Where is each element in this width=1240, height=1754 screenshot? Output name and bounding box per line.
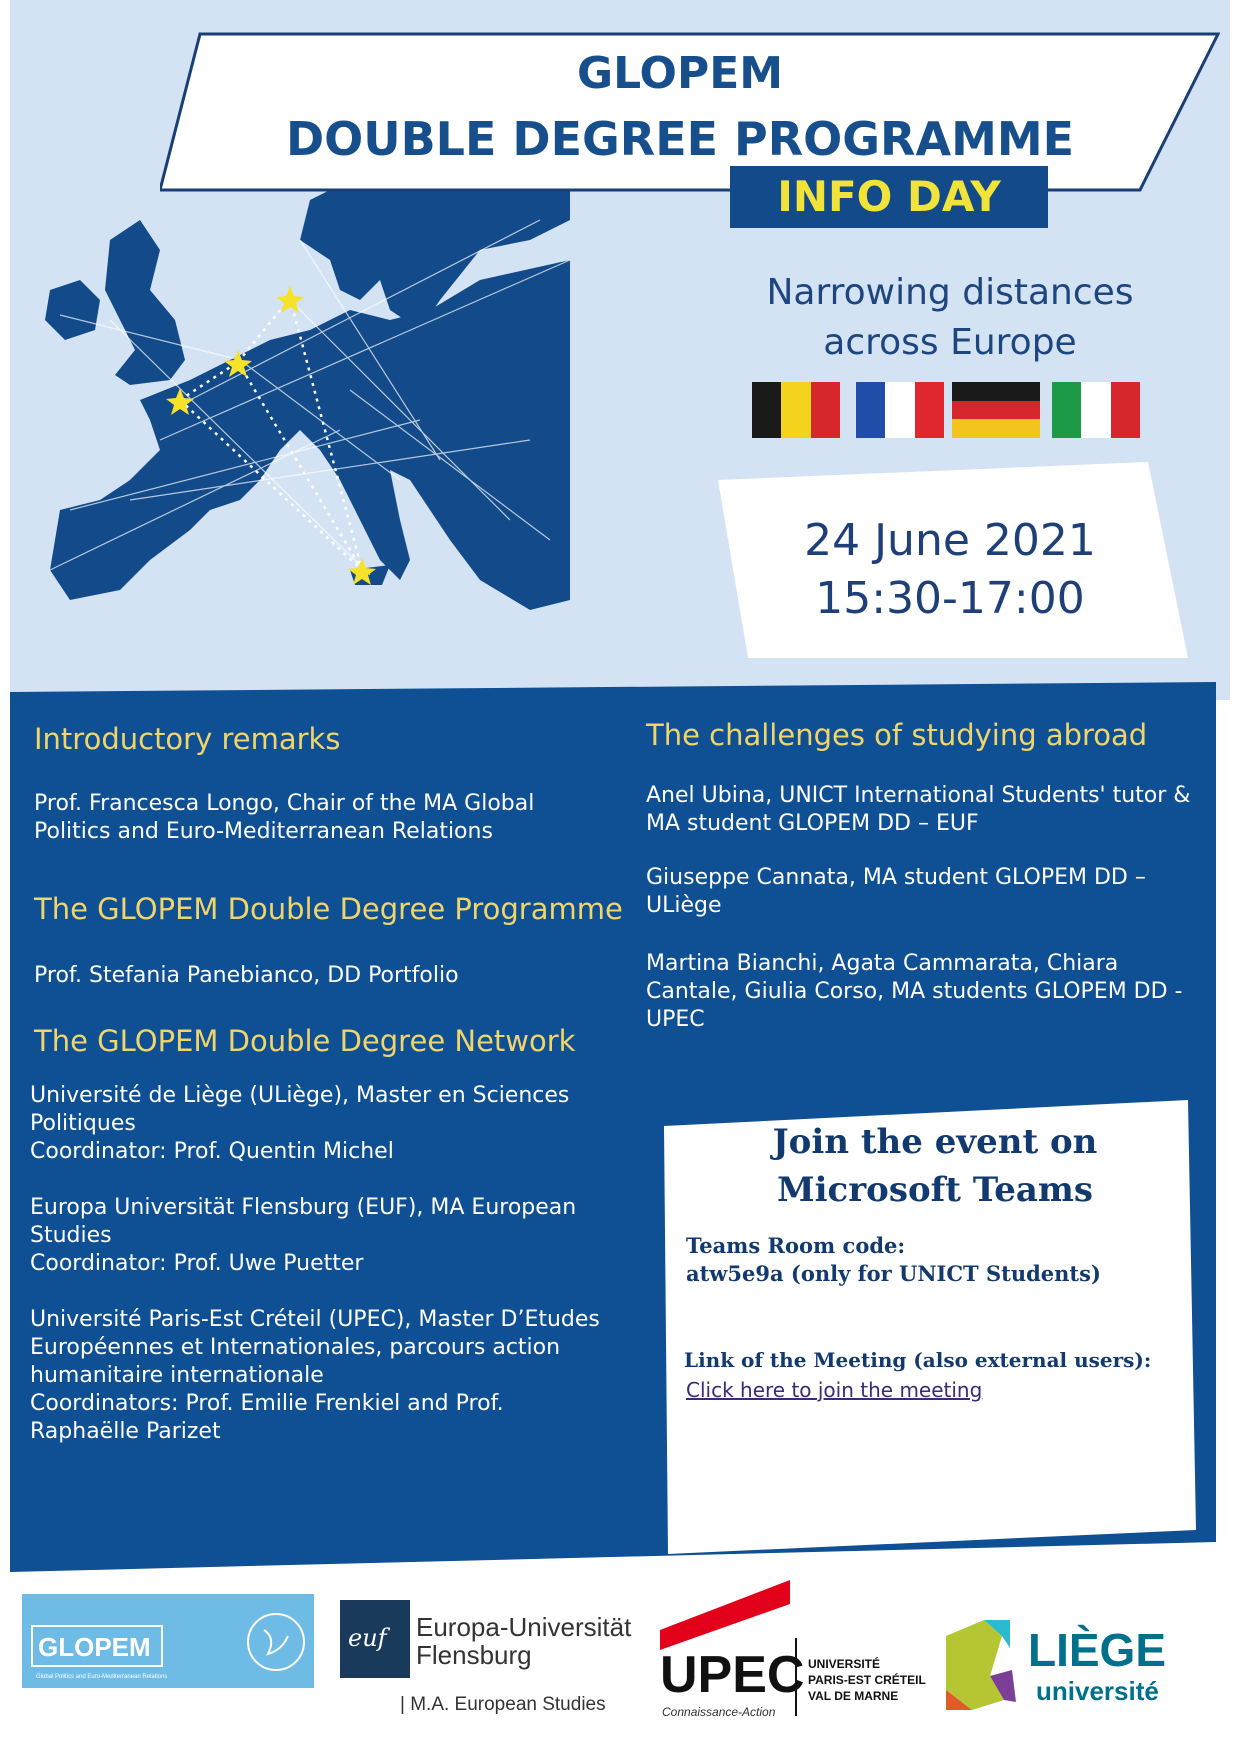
teams-code-value: atw5e9a (only for UNICT Students) <box>686 1261 1101 1286</box>
upec-line-univ: UNIVERSITÉ <box>808 1657 881 1671</box>
upec-line-5: Raphaëlle Parizet <box>30 1419 221 1444</box>
liege-universite-text: université <box>1036 1676 1159 1706</box>
upec-line-4: Coordinators: Prof. Emilie Frenkiel and Prof. <box>30 1391 504 1416</box>
intro-line-1: Prof. Francesca Longo, Chair of the MA Global <box>34 791 535 816</box>
title-line-2: DOUBLE DEGREE PROGRAMME <box>285 112 1075 166</box>
upec-line-1: Université Paris-Est Créteil (UPEC), Master D’Etudes <box>30 1307 600 1332</box>
euf-line-3: Coordinator: Prof. Uwe Puetter <box>30 1251 364 1276</box>
flag-france <box>856 382 944 438</box>
uliege-line-2: Politiques <box>30 1111 136 1136</box>
glopem-tagline: Global Politics and Euro-Mediterranean Relations <box>36 1674 168 1680</box>
liege-logo-text: LIÈGE <box>1028 1624 1167 1676</box>
info-day-badge: INFO DAY <box>730 166 1048 228</box>
speaker-1-line-2: MA student GLOPEM DD – EUF <box>646 811 979 836</box>
teams-title-line-1: Join the event on <box>772 1122 1098 1162</box>
speaker-3-line-2: Cantale, Giulia Corso, MA students GLOPEM DD - <box>646 979 1183 1004</box>
teams-link-label: Link of the Meeting (also external users): <box>684 1348 1152 1372</box>
speaker-2-line-2: ULiège <box>646 893 722 918</box>
network-euf <box>30 1194 620 1278</box>
euf-line-1: Europa Universität Flensburg (EUF), MA European <box>30 1195 577 1220</box>
network-uliege <box>30 1082 620 1166</box>
challenges-speaker-3 <box>646 950 1206 1034</box>
programme-speaker: Prof. Stefania Panebianco, DD Portfolio <box>34 963 459 988</box>
title-line-1: GLOPEM <box>576 48 784 99</box>
upec-logo-text: UPEC <box>660 1646 805 1704</box>
map-great-britain <box>105 220 185 385</box>
euf-name-line-2: Flensburg <box>416 1640 532 1670</box>
speaker-2-line-1: Giuseppe Cannata, MA student GLOPEM DD – <box>646 865 1146 890</box>
event-datetime <box>730 512 1170 628</box>
upec-line-creteil: PARIS-EST CRÉTEIL <box>808 1673 926 1687</box>
speaker-1-line-1: Anel Ubina, UNICT International Students' tutor & <box>646 783 1191 808</box>
upec-line-3: humanitaire internationale <box>30 1363 324 1388</box>
intro-speaker <box>34 790 614 846</box>
uliege-line-1: Université de Liège (ULiège), Master en Sciences <box>30 1083 570 1108</box>
flag-belgium <box>752 382 840 438</box>
uliege-line-3: Coordinator: Prof. Quentin Michel <box>30 1139 394 1164</box>
upec-logo <box>660 1580 926 1719</box>
subtitle-line-1: Narrowing distances <box>766 272 1134 313</box>
flag-germany <box>952 382 1040 438</box>
subtitle-line-2: across Europe <box>823 322 1077 363</box>
heading-challenges: The challenges of studying abroad <box>646 718 1148 752</box>
heading-programme: The GLOPEM Double Degree Programme <box>34 892 623 926</box>
euf-name-line-1: Europa-Universität <box>416 1612 632 1642</box>
glopem-logo-text: GLOPEM <box>38 1632 151 1662</box>
event-time: 15:30-17:00 <box>815 573 1085 624</box>
challenges-speaker-1 <box>646 782 1206 838</box>
map-ireland <box>45 280 100 340</box>
teams-title-line-2: Microsoft Teams <box>776 1170 1093 1210</box>
heading-introductory-remarks: Introductory remarks <box>34 722 341 756</box>
upec-slogan: Connaissance-Action <box>662 1705 776 1719</box>
heading-network: The GLOPEM Double Degree Network <box>34 1024 576 1058</box>
euf-ma-european-studies: | M.A. European Studies <box>400 1694 606 1715</box>
upec-line-marne: VAL DE MARNE <box>808 1689 899 1703</box>
euf-line-2: Studies <box>30 1223 112 1248</box>
flag-italy <box>1052 382 1140 438</box>
europe-map <box>10 180 630 660</box>
euf-mark: euf <box>348 1624 387 1652</box>
upec-line-2: Européennes et Internationales, parcours action <box>30 1335 561 1360</box>
subtitle <box>720 268 1180 368</box>
challenges-speaker-2 <box>646 864 1206 920</box>
join-meeting-link[interactable]: Click here to join the meeting <box>686 1378 983 1402</box>
glopem-logo <box>22 1594 314 1688</box>
logos-footer <box>0 1580 1240 1754</box>
speaker-3-line-3: UPEC <box>646 1007 705 1032</box>
speaker-3-line-1: Martina Bianchi, Agata Cammarata, Chiara <box>646 951 1119 976</box>
star-flensburg <box>276 286 304 313</box>
network-upec <box>30 1306 620 1446</box>
teams-title <box>690 1118 1180 1214</box>
euf-logo <box>340 1600 632 1715</box>
event-date: 24 June 2021 <box>804 515 1096 566</box>
intro-line-2: Politics and Euro-Mediterranean Relations <box>34 819 493 844</box>
teams-code-label: Teams Room code: <box>686 1233 906 1258</box>
liege-logo <box>946 1620 1166 1710</box>
